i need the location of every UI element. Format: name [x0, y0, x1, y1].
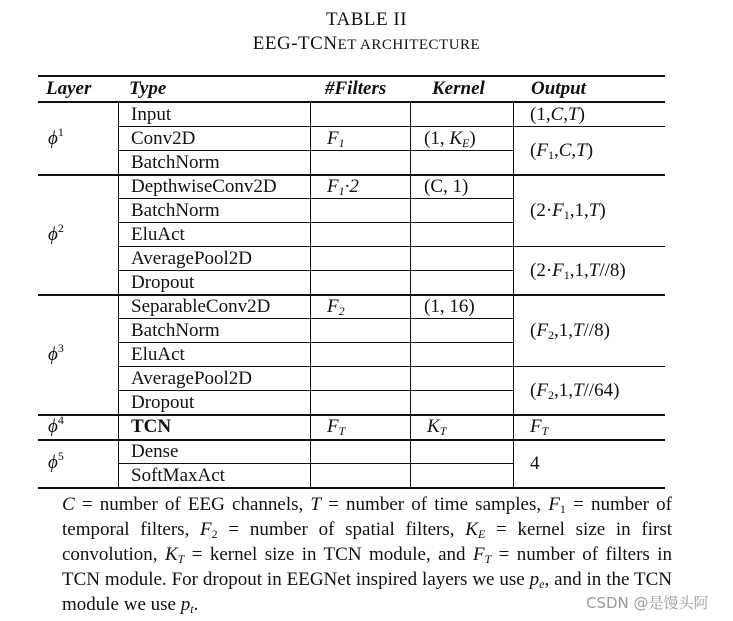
layer-phi5: $\phi^5$ [48, 449, 64, 473]
table-subtitle [0, 33, 733, 55]
kernel-sepconv: (1, 16) [424, 296, 475, 317]
rule-r15 [118, 463, 513, 464]
output-conv: $(F_1,C,T)$ [530, 140, 594, 162]
rule-r1 [118, 126, 665, 127]
rule-bottom [38, 487, 665, 489]
kernel-tcn: $K_T$ [427, 416, 447, 438]
rule-r10 [118, 342, 513, 343]
layer-phi3: $\phi^3$ [48, 341, 64, 365]
filters-tcn-text: $F_T$ [327, 416, 346, 438]
filters-sepconv-text: $F_2$ [327, 296, 345, 318]
rule-header [38, 101, 665, 103]
vrule-kernel-output [513, 101, 514, 487]
header-filters: #Filters [325, 78, 387, 99]
rule-top [38, 75, 665, 77]
filters-tcn [327, 416, 345, 438]
type-depthwiseconv2d: DepthwiseConv2D [131, 176, 277, 197]
type-dense: Dense [131, 441, 179, 462]
type-averagepool2d-3: AveragePool2D [131, 368, 253, 389]
rule-r6 [118, 246, 665, 247]
type-eluact-3: EluAct [131, 344, 185, 365]
header-output: Output [531, 78, 586, 99]
type-batchnorm-3: BatchNorm [131, 320, 220, 341]
table-title: TABLE II [325, 9, 408, 30]
type-batchnorm-2: BatchNorm [131, 200, 220, 221]
type-dropout-3: Dropout [131, 392, 195, 413]
type-separableconv2d: SeparableConv2D [131, 296, 271, 317]
type-batchnorm-1: BatchNorm [131, 152, 220, 173]
output-sep: $(F_2,1,T//8)$ [530, 320, 610, 342]
output-input: (1,C,T) [530, 104, 585, 125]
filters-dwconv [327, 176, 359, 198]
vrule-type-filters [310, 101, 311, 487]
filters-conv2d-text: $F_1$ [327, 128, 345, 150]
type-dropout-2: Dropout [131, 272, 195, 293]
type-tcn: TCN [131, 416, 172, 437]
filters-conv2d [327, 128, 345, 150]
subtitle-part-a: EEG-TCN [252, 33, 338, 54]
kernel-conv2d: (1, $K_E$) [424, 128, 476, 150]
layer-phi1: $\phi^1$ [48, 125, 64, 149]
header-kernel: Kernel [432, 78, 485, 99]
output-avg3: $(F_2,1,T//64)$ [530, 380, 620, 402]
filters-sepconv [327, 296, 345, 318]
type-eluact-2: EluAct [131, 224, 185, 245]
table-caption: C = number of EEG channels, T = number of time samples, $F_1$ = number of temporal filters, $F_2$ = number of spatial filters, $K_E$ = kernel size in first convolution, $K_T$ = kernel size in TCN module, and $F_T$ = number of filters in TCN module. For dropout in EEGNet inspired layers we use $p_e$, and in the TCN module we use $p_t$. [62, 494, 673, 616]
rule-r5 [118, 222, 513, 223]
rule-r2 [118, 150, 513, 151]
subtitle-part-b: ET ARCHITECTURE [337, 37, 481, 53]
type-softmaxact: SoftMaxAct [131, 465, 225, 486]
output-avg2: $(2\cdot F_1,1,T//8)$ [530, 260, 626, 282]
rule-r9 [118, 318, 513, 319]
rule-r4 [118, 198, 513, 199]
layer-phi2: $\phi^2$ [48, 221, 64, 245]
vrule-layer-type [118, 101, 119, 487]
rule-r11 [118, 366, 665, 367]
output-dense: 4 [530, 453, 540, 474]
type-averagepool2d-2: AveragePool2D [131, 248, 253, 269]
output-dw: $(2\cdot F_1,1,T)$ [530, 200, 606, 222]
rule-r7 [118, 270, 513, 271]
output-tcn: $F_T$ [530, 416, 549, 438]
watermark: CSDN @是馒头阿 [586, 594, 709, 612]
layer-phi4: $\phi^4$ [48, 413, 64, 437]
type-conv2d: Conv2D [131, 128, 196, 149]
filters-dwconv-text: $F_1\cdot 2$ [327, 176, 359, 198]
header-type: Type [129, 78, 167, 99]
kernel-dwconv: (C, 1) [424, 176, 469, 197]
header-layer: Layer [46, 78, 92, 99]
type-input: Input [131, 104, 172, 125]
vrule-filters-kernel [410, 101, 411, 487]
rule-r12 [118, 390, 513, 391]
